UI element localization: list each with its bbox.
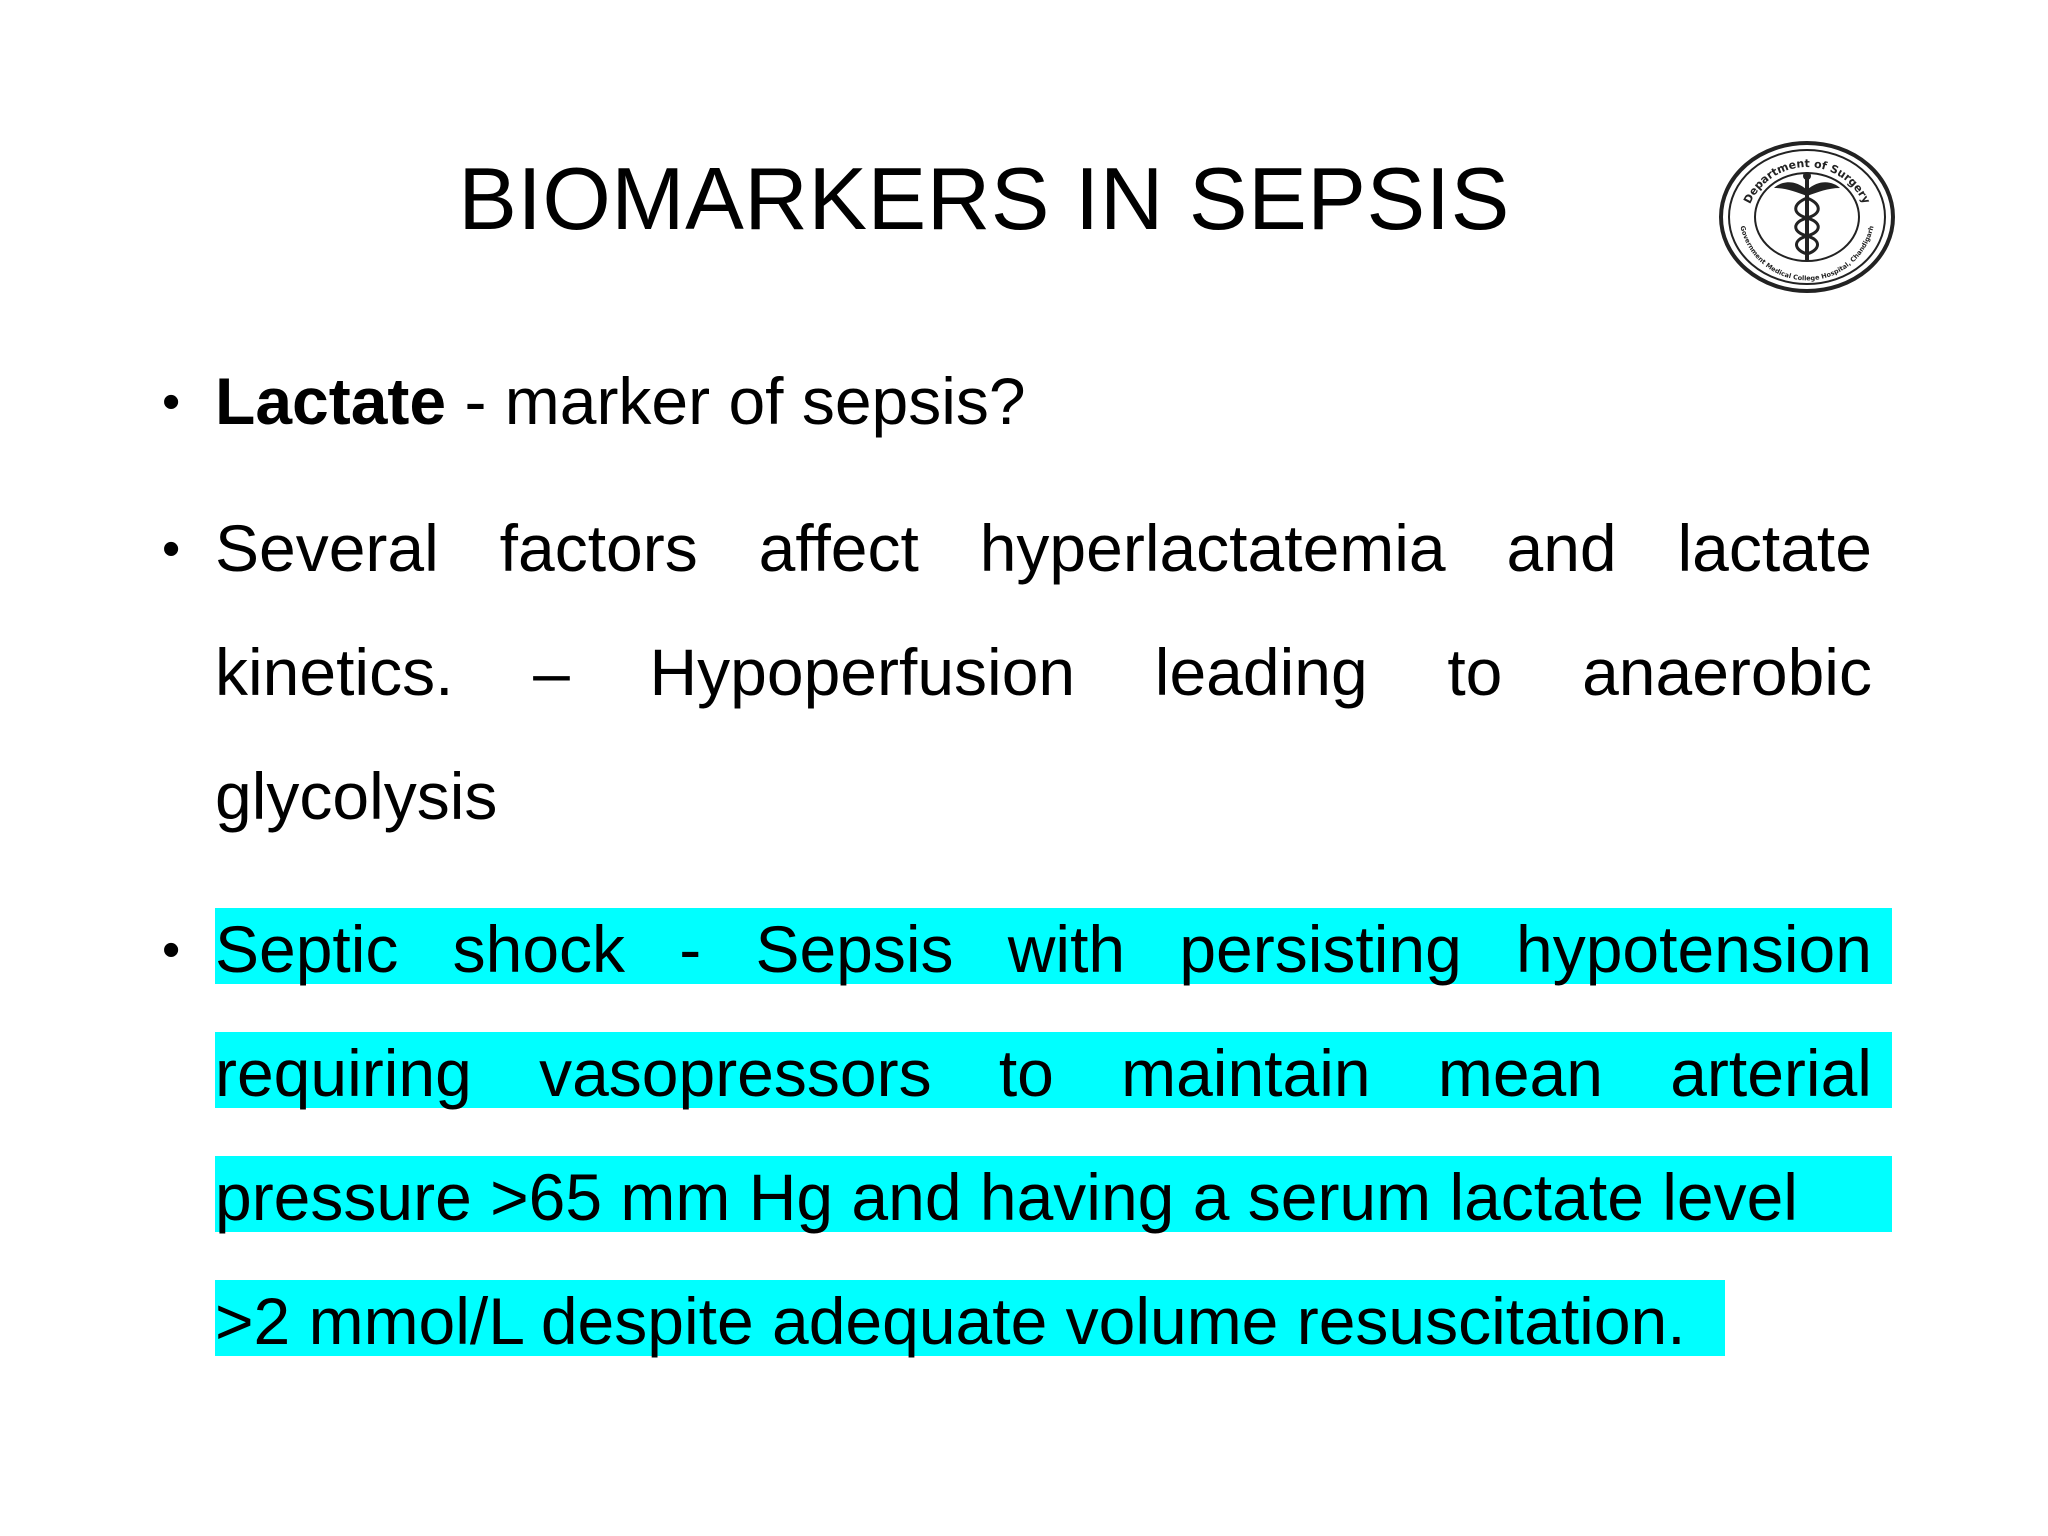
line-text: pressure >65 mm Hg and having a serum lactate level	[215, 1160, 1798, 1234]
word: affect	[758, 511, 919, 585]
word: persisting	[1179, 912, 1462, 986]
word: arterial	[1670, 1036, 1872, 1110]
word: shock	[452, 912, 626, 986]
bullet-3-line-4	[215, 1284, 1686, 1358]
svg-text:Government Medical College Hos: Government Medical College Hospital, Chandigarh	[1738, 224, 1876, 283]
bullet-2-line-2	[215, 635, 1872, 709]
word: leading	[1154, 635, 1368, 709]
word: mean	[1437, 1036, 1603, 1110]
department-seal-logo	[1716, 138, 1898, 296]
word: hyperlactatemia	[979, 511, 1446, 585]
bullet-3-line-3	[215, 1160, 1798, 1234]
word: Hypoperfusion	[649, 635, 1076, 709]
word: -	[679, 912, 702, 986]
trailing-period: .	[1667, 1284, 1686, 1358]
bullet-2-line-3	[215, 759, 498, 833]
svg-text:Department of Surgery: Department of Surgery	[1741, 157, 1873, 206]
word: requiring	[215, 1036, 472, 1110]
word: with	[1007, 912, 1126, 986]
word: lactate	[1677, 511, 1872, 585]
word: kinetics.	[215, 635, 454, 709]
word: Several	[215, 511, 439, 585]
line-text: >2 mmol/L despite adequate volume resuscitation	[215, 1284, 1668, 1358]
bullet-1-rest: - marker of sepsis?	[446, 364, 1026, 438]
bullet-2-line-1	[215, 511, 1872, 585]
word: to	[998, 1036, 1054, 1110]
word: to	[1447, 635, 1503, 709]
word: and	[1506, 511, 1617, 585]
word: maintain	[1121, 1036, 1371, 1110]
slide-title: BIOMARKERS IN SEPSIS	[458, 149, 1510, 248]
bullet-marker: •	[162, 921, 181, 979]
bullet-3-line-2	[215, 1036, 1872, 1110]
word: Sepsis	[755, 912, 954, 986]
bullet-1-bold: Lactate	[215, 364, 447, 438]
word: hypotension	[1516, 912, 1872, 986]
bullet-3-line-1	[215, 912, 1872, 986]
word: Septic	[215, 912, 399, 986]
bullet-marker: •	[162, 373, 181, 431]
bullet-marker: •	[162, 520, 181, 578]
bullet-1-text	[215, 364, 1026, 438]
word: vasopressors	[539, 1036, 932, 1110]
word: –	[533, 635, 570, 709]
word: glycolysis	[215, 759, 498, 833]
word: anaerobic	[1582, 635, 1872, 709]
word: factors	[499, 511, 698, 585]
